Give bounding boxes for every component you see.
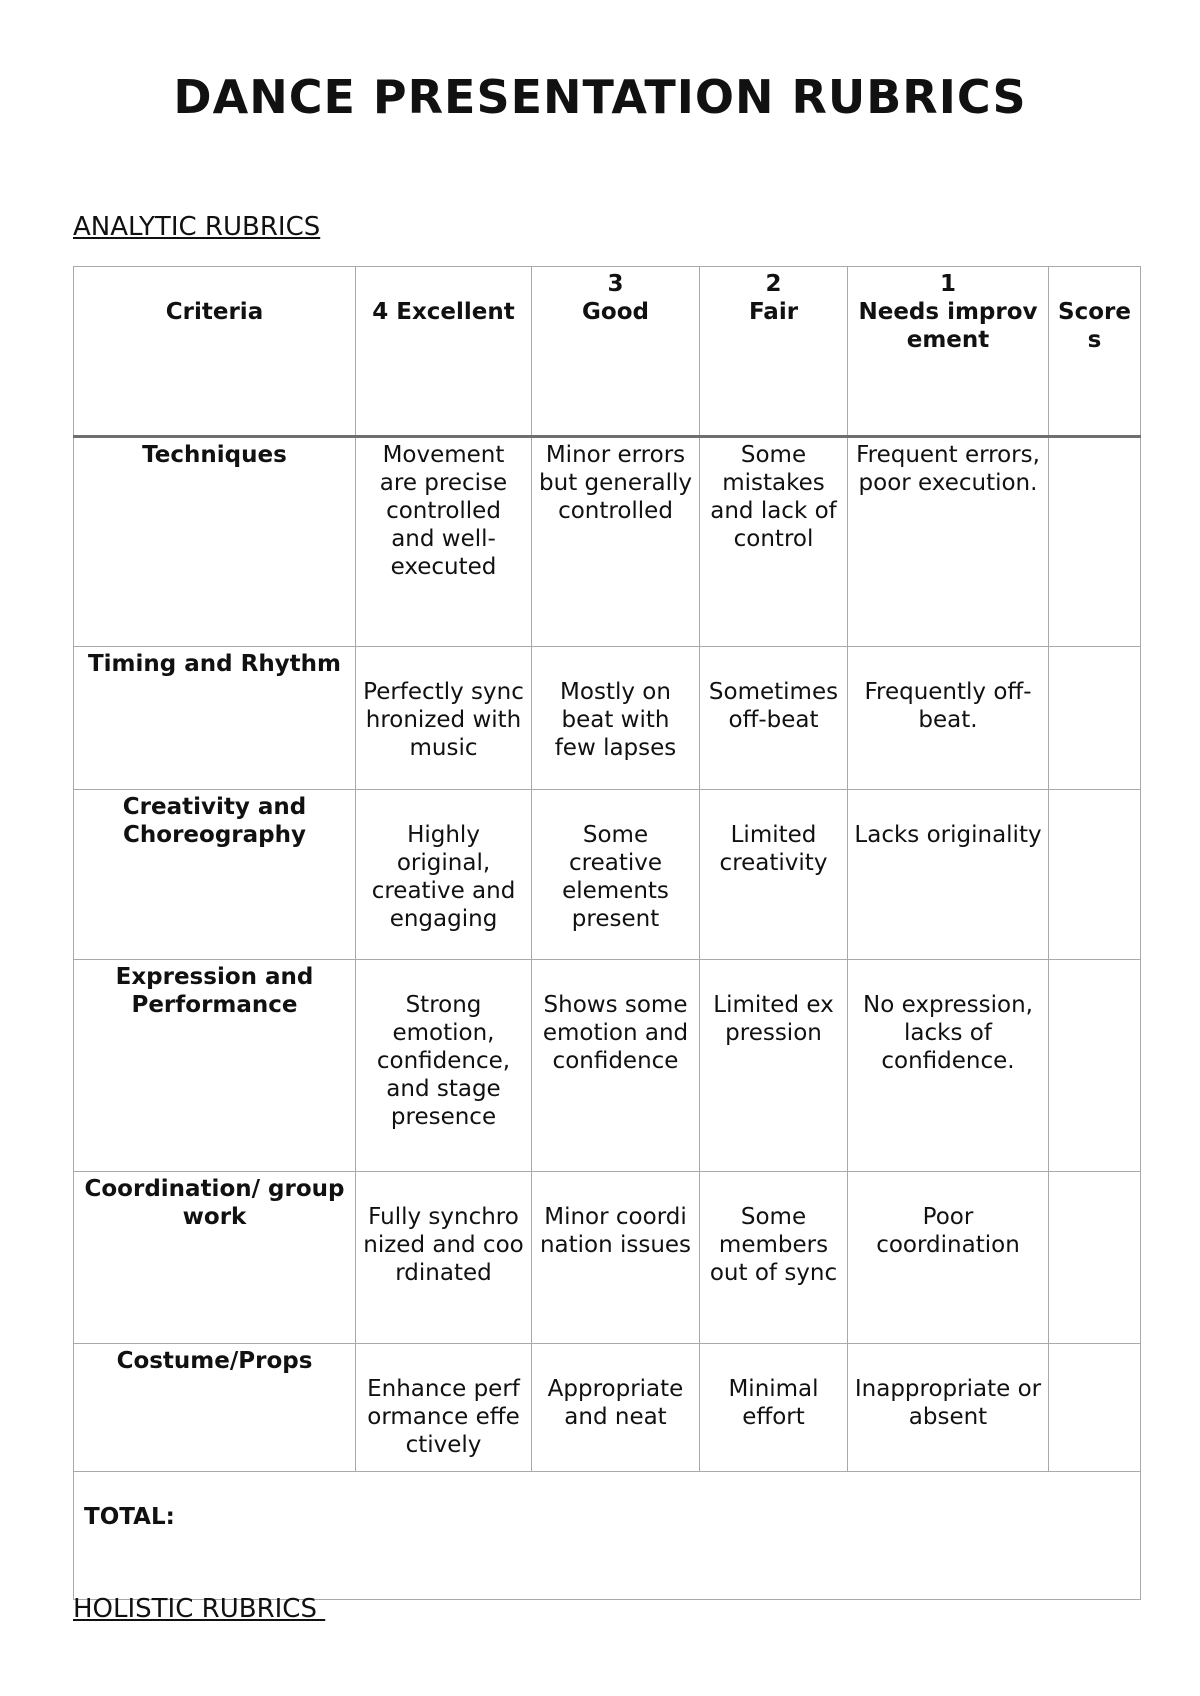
table-row bbox=[74, 1344, 1141, 1472]
row-excellent: Strong emotion, confidence, and stage presence bbox=[356, 960, 532, 1172]
header-criteria: Criteria bbox=[74, 267, 356, 437]
row-score[interactable] bbox=[1049, 647, 1141, 790]
row-criteria: Creativity and Choreography bbox=[74, 790, 356, 960]
row-good: Appropriate and neat bbox=[532, 1344, 700, 1472]
row-excellent: Perfectly synchronized with music bbox=[356, 647, 532, 790]
holistic-rubrics-heading: HOLISTIC RUBRICS bbox=[73, 1594, 326, 1624]
analytic-rubrics-heading: ANALYTIC RUBRICS bbox=[73, 212, 321, 242]
row-score[interactable] bbox=[1049, 437, 1141, 647]
row-needs: No expression, lacks of confidence. bbox=[848, 960, 1049, 1172]
row-fair: Some members out of sync bbox=[700, 1172, 848, 1344]
row-criteria: Timing and Rhythm bbox=[74, 647, 356, 790]
row-good: Mostly on beat with few lapses bbox=[532, 647, 700, 790]
header-scores: Scores bbox=[1049, 267, 1141, 437]
row-excellent: Movement are precise controlled and well-executed bbox=[356, 437, 532, 647]
row-criteria: Costume/Props bbox=[74, 1344, 356, 1472]
row-needs: Frequent errors, poor execution. bbox=[848, 437, 1049, 647]
header-good-label: Good bbox=[582, 299, 649, 325]
header-needs-label: Needs improvement bbox=[858, 299, 1038, 353]
row-excellent: Fully synchronized and coordinated bbox=[356, 1172, 532, 1344]
header-needs-number: 1 bbox=[939, 271, 956, 297]
row-score[interactable] bbox=[1049, 1344, 1141, 1472]
row-score[interactable] bbox=[1049, 1172, 1141, 1344]
rubric-table bbox=[73, 266, 1141, 1600]
row-fair: Limited creativity bbox=[700, 790, 848, 960]
row-criteria: Coordination/ group work bbox=[74, 1172, 356, 1344]
row-good: Minor coordination issues bbox=[532, 1172, 700, 1344]
row-score[interactable] bbox=[1049, 960, 1141, 1172]
row-criteria: Techniques bbox=[74, 437, 356, 647]
row-good: Some creative elements present bbox=[532, 790, 700, 960]
table-row bbox=[74, 647, 1141, 790]
header-good-number: 3 bbox=[607, 271, 624, 297]
total-row bbox=[74, 1472, 1141, 1600]
row-fair: Some mistakes and lack of control bbox=[700, 437, 848, 647]
total-label: TOTAL: bbox=[74, 1472, 1141, 1600]
row-excellent: Highly original, creative and engaging bbox=[356, 790, 532, 960]
table-row bbox=[74, 1172, 1141, 1344]
row-needs: Frequently off-beat. bbox=[848, 647, 1049, 790]
table-row bbox=[74, 790, 1141, 960]
header-needs-improvement bbox=[848, 267, 1049, 437]
page-title: DANCE PRESENTATION RUBRICS bbox=[173, 70, 1027, 124]
row-fair: Minimal effort bbox=[700, 1344, 848, 1472]
row-criteria: Expression and Performance bbox=[74, 960, 356, 1172]
row-needs: Lacks originality bbox=[848, 790, 1049, 960]
header-fair bbox=[700, 267, 848, 437]
row-good: Minor errors but generally controlled bbox=[532, 437, 700, 647]
header-fair-label: Fair bbox=[748, 299, 799, 325]
row-good: Shows some emotion and confidence bbox=[532, 960, 700, 1172]
table-row bbox=[74, 960, 1141, 1172]
row-excellent: Enhance performance effectively bbox=[356, 1344, 532, 1472]
header-good bbox=[532, 267, 700, 437]
header-fair-number: 2 bbox=[765, 271, 782, 297]
row-needs: Inappropriate or absent bbox=[848, 1344, 1049, 1472]
row-score[interactable] bbox=[1049, 790, 1141, 960]
row-fair: Sometimes off-beat bbox=[700, 647, 848, 790]
header-excellent: 4 Excellent bbox=[356, 267, 532, 437]
table-row bbox=[74, 437, 1141, 647]
header-row bbox=[74, 267, 1141, 437]
row-fair: Limited expression bbox=[700, 960, 848, 1172]
row-needs: Poor coordination bbox=[848, 1172, 1049, 1344]
